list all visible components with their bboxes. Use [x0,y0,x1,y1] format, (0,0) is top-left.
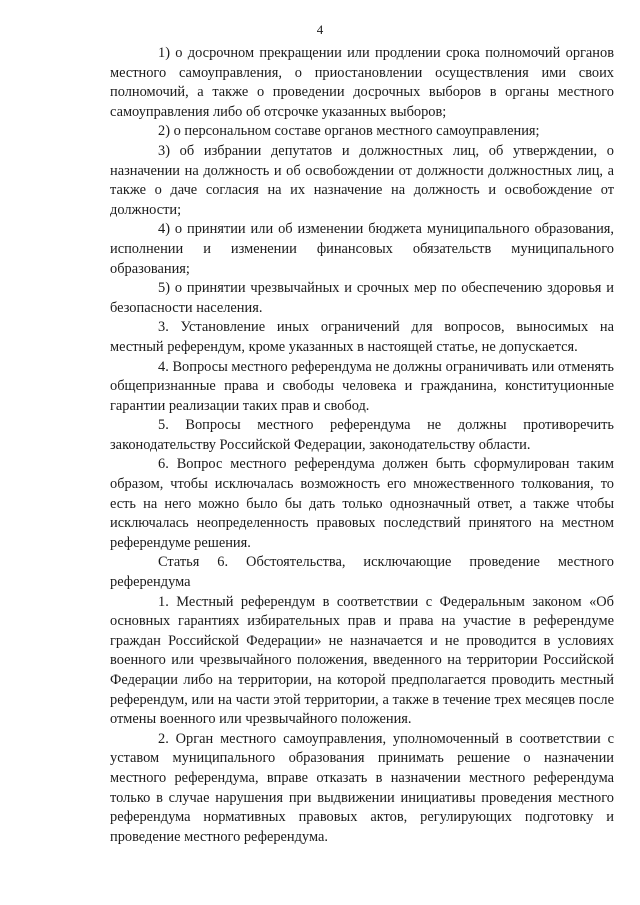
document-body [110,44,614,847]
paragraph-clause-5: 5. Вопросы местного референдума не должны противоречить законодательству Российской Федерации, законодательству области. [110,417,614,453]
paragraph-item-1: 1) о досрочном прекращении или продлении срока полномочий органов местного самоуправления, о приостановлении осуществления ими своих полномочий, а также о проведении досрочных выборов в органы местного самоуправления либо об отсрочке указанных выборов; [110,45,614,120]
paragraph-clause-3: 3. Установление иных ограничений для вопросов, выносимых на местный референдум, кроме указанных в настоящей статье, не допускается. [110,319,614,355]
paragraph-item-4: 4) о принятии или об изменении бюджета муниципального образования, исполнении и изменении финансовых обязательств муниципального образования; [110,221,614,277]
paragraph-article6-clause-1: 1. Местный референдум в соответствии с Федеральным законом «Об основных гарантиях избирательных прав и права на участие в референдуме граждан Российской Федерации» не назначается и не проводится в условиях военного или чрезвычайного положения, введенного на территории Российской Федерации либо на территории, на которой предполагается проводить местный референдум, или на части этой территории, а также в течение трех месяцев после отмены военного или чрезвычайного положения. [110,593,614,728]
page-number: 4 [316,22,324,37]
article-6-heading: Статья 6. Обстоятельства, исключающие проведение местного референдума [110,554,614,591]
paragraph-article6-clause-2: 2. Орган местного самоуправления, уполномоченный в соответствии с уставом муниципального образования принимать решение о назначении местного референдума, вправе отказать в назначении местного референдума только в случае нарушения при выдвижении инициативы проведения местного референдума нормативных правовых актов, регулирующих подготовку и проведение местного референдума. [110,730,614,845]
paragraph-clause-6: 6. Вопрос местного референдума должен быть сформулирован таким образом, чтобы исключалась возможность его множественного толкования, то есть на него можно было бы дать только однозначный ответ, а также чтобы исключалась неопределенность правовых последствий принятого на местном референдуме решения. [110,456,614,551]
paragraph-item-2: 2) о персональном составе органов местного самоуправления; [158,123,540,140]
paragraph-clause-4: 4. Вопросы местного референдума не должны ограничивать или отменять общепризнанные права и свободы человека и гражданина, конституционные гарантии реализации таких прав и свобод. [110,358,614,414]
paragraph-item-3: 3) об избрании депутатов и должностных лиц, об утверждении, о назначении на должность и об освобождении от должности должностных лиц, а также о даче согласия на их назначение на должность и освобождение от должности; [110,142,614,218]
paragraph-item-5: 5) о принятии чрезвычайных и срочных мер по обеспечению здоровья и безопасности населения. [110,280,614,316]
